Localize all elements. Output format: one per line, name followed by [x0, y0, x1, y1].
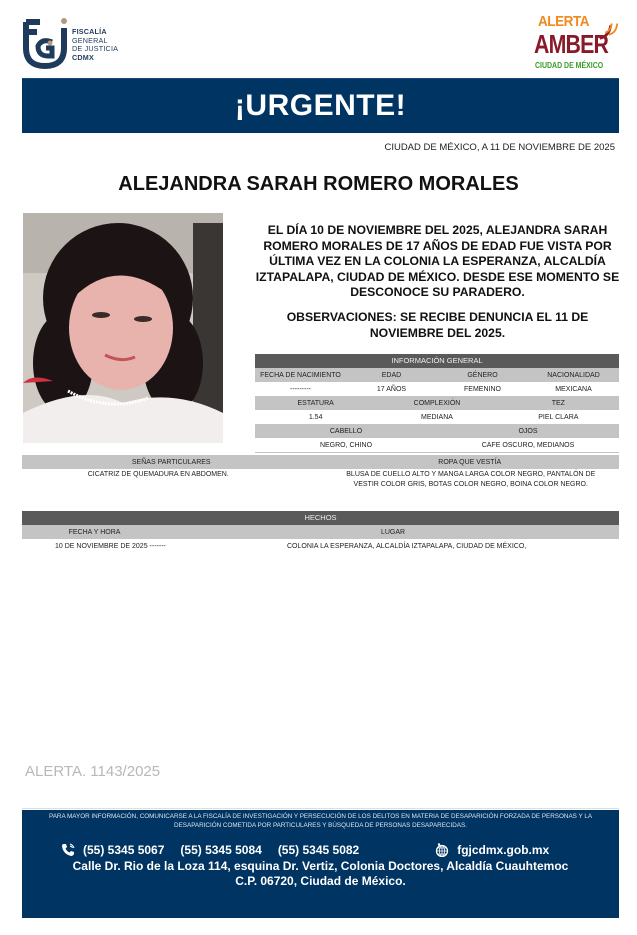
general-info-title: INFORMACIÓN GENERAL: [255, 354, 619, 368]
fgj-line-2: GENERAL: [72, 35, 108, 45]
value-place: COLONIA LA ESPERANZA, ALCALDÍA IZTAPALAPA, CIUDAD DE MÉXICO,: [287, 542, 527, 550]
fgj-logo: [22, 18, 132, 70]
fgj-line-1: FISCALÍA: [72, 27, 107, 36]
person-name: ALEJANDRA SARAH ROMERO MORALES: [118, 173, 519, 195]
phone-icon: [61, 843, 75, 857]
value-height: 1.54: [308, 413, 323, 421]
date-line: CIUDAD DE MÉXICO, A 11 DE NOVIEMBRE DE 2025: [384, 142, 615, 153]
value-nationality: MEXICANA: [555, 385, 592, 393]
value-date-time: 10 DE NOVIEMBRE DE 2025 -------: [55, 542, 166, 550]
contact-footer: [22, 810, 619, 918]
footer-separator: [22, 808, 619, 809]
footer-info-text: PARA MAYOR INFORMACIÓN, COMUNICARSE A LA FISCALÍA DE INVESTIGACIÓN Y PERSECUCIÓN DE LOS DELITOS EN MATERIA DE DESAPARICIÓN FORZADA DE PERSONAS Y LA DESAPARICIÓN COMETIDA POR PARTICULARES Y BÚSQUEDA DE PERSONAS DESAPARECIDAS.: [48, 813, 593, 829]
facts-title: HECHOS: [22, 511, 619, 525]
urgent-title: ¡URGENTE!: [234, 89, 407, 122]
fgj-line-4: CDMX: [72, 52, 94, 62]
value-clothing: BLUSA DE CUELLO ALTO Y MANGA LARGA COLOR NEGRO, PANTALÓN DE VESTIR COLOR GRIS, BOTAS COLOR NEGRO, BOINA COLOR NEGRO.: [346, 471, 596, 488]
amber-logo-amber: AMBER: [534, 29, 609, 59]
facts-value-row: [22, 539, 619, 553]
amber-alert-logo: [528, 14, 624, 76]
value-gender: FEMENINO: [464, 385, 501, 393]
footer-contact-row: [22, 842, 619, 858]
alert-number: ALERTA. 1143/2025: [25, 763, 161, 780]
features-table: [22, 455, 619, 489]
general-info-value-row-3: [255, 438, 619, 452]
general-info-header-row-3: [255, 424, 619, 438]
value-distinguishing-marks: CICATRIZ DE QUEMADURA EN ABDOMEN.: [87, 471, 229, 478]
general-info-value-row-2: [255, 410, 619, 424]
table-divider: [255, 452, 619, 453]
header-age: EDAD: [381, 371, 402, 379]
fgj-emblem-icon: [22, 18, 68, 70]
header-distinguishing-marks: SEÑAS PARTICULARES: [131, 458, 211, 466]
phone-number-2[interactable]: (55) 5345 5084: [180, 843, 262, 857]
address-line-2: C.P. 06720, Ciudad de México.: [235, 874, 406, 888]
value-build: MEDIANA: [421, 413, 453, 421]
general-info-value-row-1: [255, 382, 619, 396]
header-birthdate: FECHA DE NACIMIENTO: [260, 371, 341, 379]
header-eyes: OJOS: [518, 427, 538, 435]
footer-address: [22, 859, 619, 889]
general-info-header-row-1: [255, 368, 619, 382]
features-value-row: [22, 469, 619, 489]
general-info-table: [255, 354, 619, 453]
header-height: ESTATURA: [297, 399, 334, 407]
value-eyes: CAFE OSCURO, MEDIANOS: [481, 441, 575, 449]
value-complexion: PIEL CLARA: [538, 413, 579, 421]
header-hair: CABELLO: [329, 427, 363, 435]
header-gender: GÉNERO: [467, 371, 498, 379]
fgj-logo-text: [72, 28, 118, 62]
case-description: EL DÍA 10 DE NOVIEMBRE DEL 2025, ALEJANDRA SARAH ROMERO MORALES DE 17 AÑOS DE EDAD FUE VISTA POR ÚLTIMA VEZ EN LA COLONIA LA ESPERANZA, ALCALDÍA IZTAPALAPA, CIUDAD DE MÉXICO. DESDE ESE MOMENTO SE DESCONOCE SU PARADERO.: [255, 223, 620, 300]
facts-table: [22, 511, 619, 553]
globe-icon: [435, 843, 449, 857]
amber-logo-city: CIUDAD DE MÉXICO: [535, 60, 604, 70]
case-observations: OBSERVACIONES: SE RECIBE DENUNCIA EL 11 DE NOVIEMBRE DEL 2025.: [286, 310, 589, 340]
urgent-banner: [22, 78, 619, 133]
address-line-1: Calle Dr. Rio de la Loza 114, esquina Dr. Vertiz, Colonia Doctores, Alcaldía Cuauhtemoc: [72, 859, 569, 873]
portrait-image: [23, 213, 223, 443]
footer-phones: [61, 842, 375, 858]
header-build: COMPLEXIÓN: [413, 399, 461, 407]
phone-number-3[interactable]: (55) 5345 5082: [277, 843, 360, 857]
facts-header-row: [22, 525, 619, 539]
header-complexion: TEZ: [551, 399, 565, 407]
value-hair: NEGRO, CHINO: [319, 441, 373, 449]
features-header-row: [22, 455, 619, 469]
signal-waves-icon: [596, 18, 620, 42]
amber-logo-alerta: ALERTA: [538, 13, 590, 30]
value-birthdate: ---------: [290, 385, 311, 393]
value-age: 17 AÑOS: [376, 385, 407, 393]
missing-person-photo: [23, 213, 223, 443]
footer-website: [435, 842, 549, 858]
header-clothing: ROPA QUE VESTÍA: [438, 458, 502, 466]
website-link[interactable]: fgjcdmx.gob.mx: [457, 843, 550, 857]
header-place: LUGAR: [380, 528, 406, 536]
phone-number-1[interactable]: (55) 5345 5067: [83, 843, 165, 857]
fgj-line-3: DE JUSTICIA: [72, 44, 119, 54]
header-date-time: FECHA Y HORA: [68, 528, 121, 536]
general-info-header-row-2: [255, 396, 619, 410]
header-nationality: NACIONALIDAD: [547, 371, 600, 379]
